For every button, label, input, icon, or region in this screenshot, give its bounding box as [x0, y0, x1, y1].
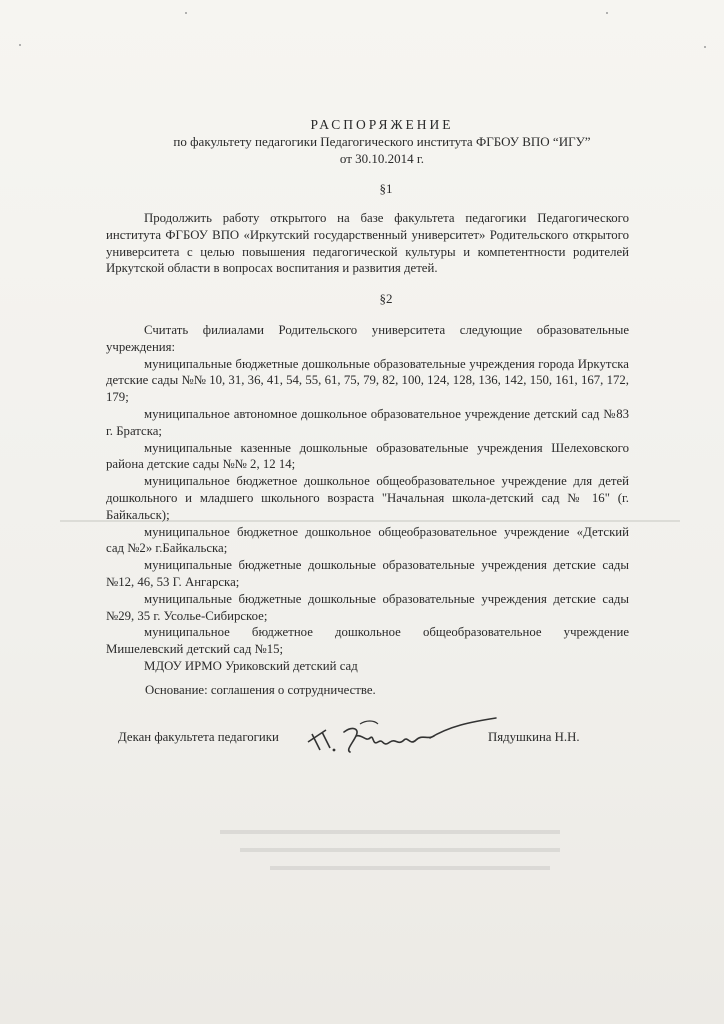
scan-smudge: [210, 820, 590, 890]
section-1-text: Продолжить работу открытого на базе факультета педагогики Педагогического института ФГБОУ ВПО «Иркутский государственный университет» Родительского открытого университета с целью повышения педагогической культуры и компетентности родителей Иркутской области в вопросах воспитания и развития детей.: [106, 211, 629, 276]
signatory-position: Декан факультета педагогики: [118, 730, 279, 744]
section-2-body: [106, 322, 629, 675]
signatory-name: Пядушкина Н.Н.: [488, 730, 580, 744]
institution-item: муниципальные бюджетные дошкольные образовательные учреждения детские сады №12, 46, 53 Г. Ангарска;: [106, 558, 629, 589]
scan-speck: [606, 12, 608, 14]
basis-line: Основание: соглашения о сотрудничестве.: [145, 683, 376, 697]
document-subtitle: по факультету педагогики Педагогического института ФГБОУ ВПО “ИГУ”: [173, 134, 591, 149]
document-date: от 30.10.2014 г.: [339, 151, 425, 166]
section-1-body: [106, 210, 629, 277]
document-heading: РАСПОРЯЖЕНИЕ: [310, 117, 454, 132]
institution-item: муниципальное автономное дошкольное образовательное учреждение детский сад №83 г. Братска;: [106, 406, 629, 438]
section-1-mark: §1: [379, 181, 393, 196]
handwritten-signature: [300, 712, 500, 762]
institution-item: муниципальные бюджетные дошкольные образовательные учреждения детские сады №29, 35 г. Усолье-Сибирское;: [106, 591, 629, 623]
scan-speck: [19, 44, 21, 46]
section-2-mark: §2: [379, 291, 393, 306]
section-2-intro: Считать филиалами Родительского университета следующие образовательные учреждения:: [106, 323, 629, 354]
institution-item: муниципальные бюджетные дошкольные образовательные учреждения города Иркутска детские сады №№ 10, 31, 36, 41, 54, 55, 61, 75, 79, 82, 100, 124, 128, 136, 142, 150, 161, 167, 172, 179;: [106, 356, 629, 405]
institution-item: муниципальное бюджетное дошкольное общеобразовательное учреждение Мишелевский детский сад №15;: [106, 625, 629, 657]
institution-item: муниципальные казенные дошкольные образовательные учреждения Шелеховского района детские сады №№ 2, 12 14;: [106, 440, 629, 472]
scan-speck: [185, 12, 187, 14]
institution-item: муниципальное бюджетное дошкольное общеобразовательное учреждение «Детский сад №2» г.Байкальска;: [106, 524, 629, 556]
scan-speck: [704, 46, 706, 48]
institution-item: МДОУ ИРМО Уриковский детский сад: [144, 658, 358, 673]
institution-item: муниципальное бюджетное дошкольное общеобразовательное учреждение для детей дошкольного и младшего школьного возраста "Начальная школа-детский сад № 16" (г. Байкальск);: [106, 474, 629, 522]
